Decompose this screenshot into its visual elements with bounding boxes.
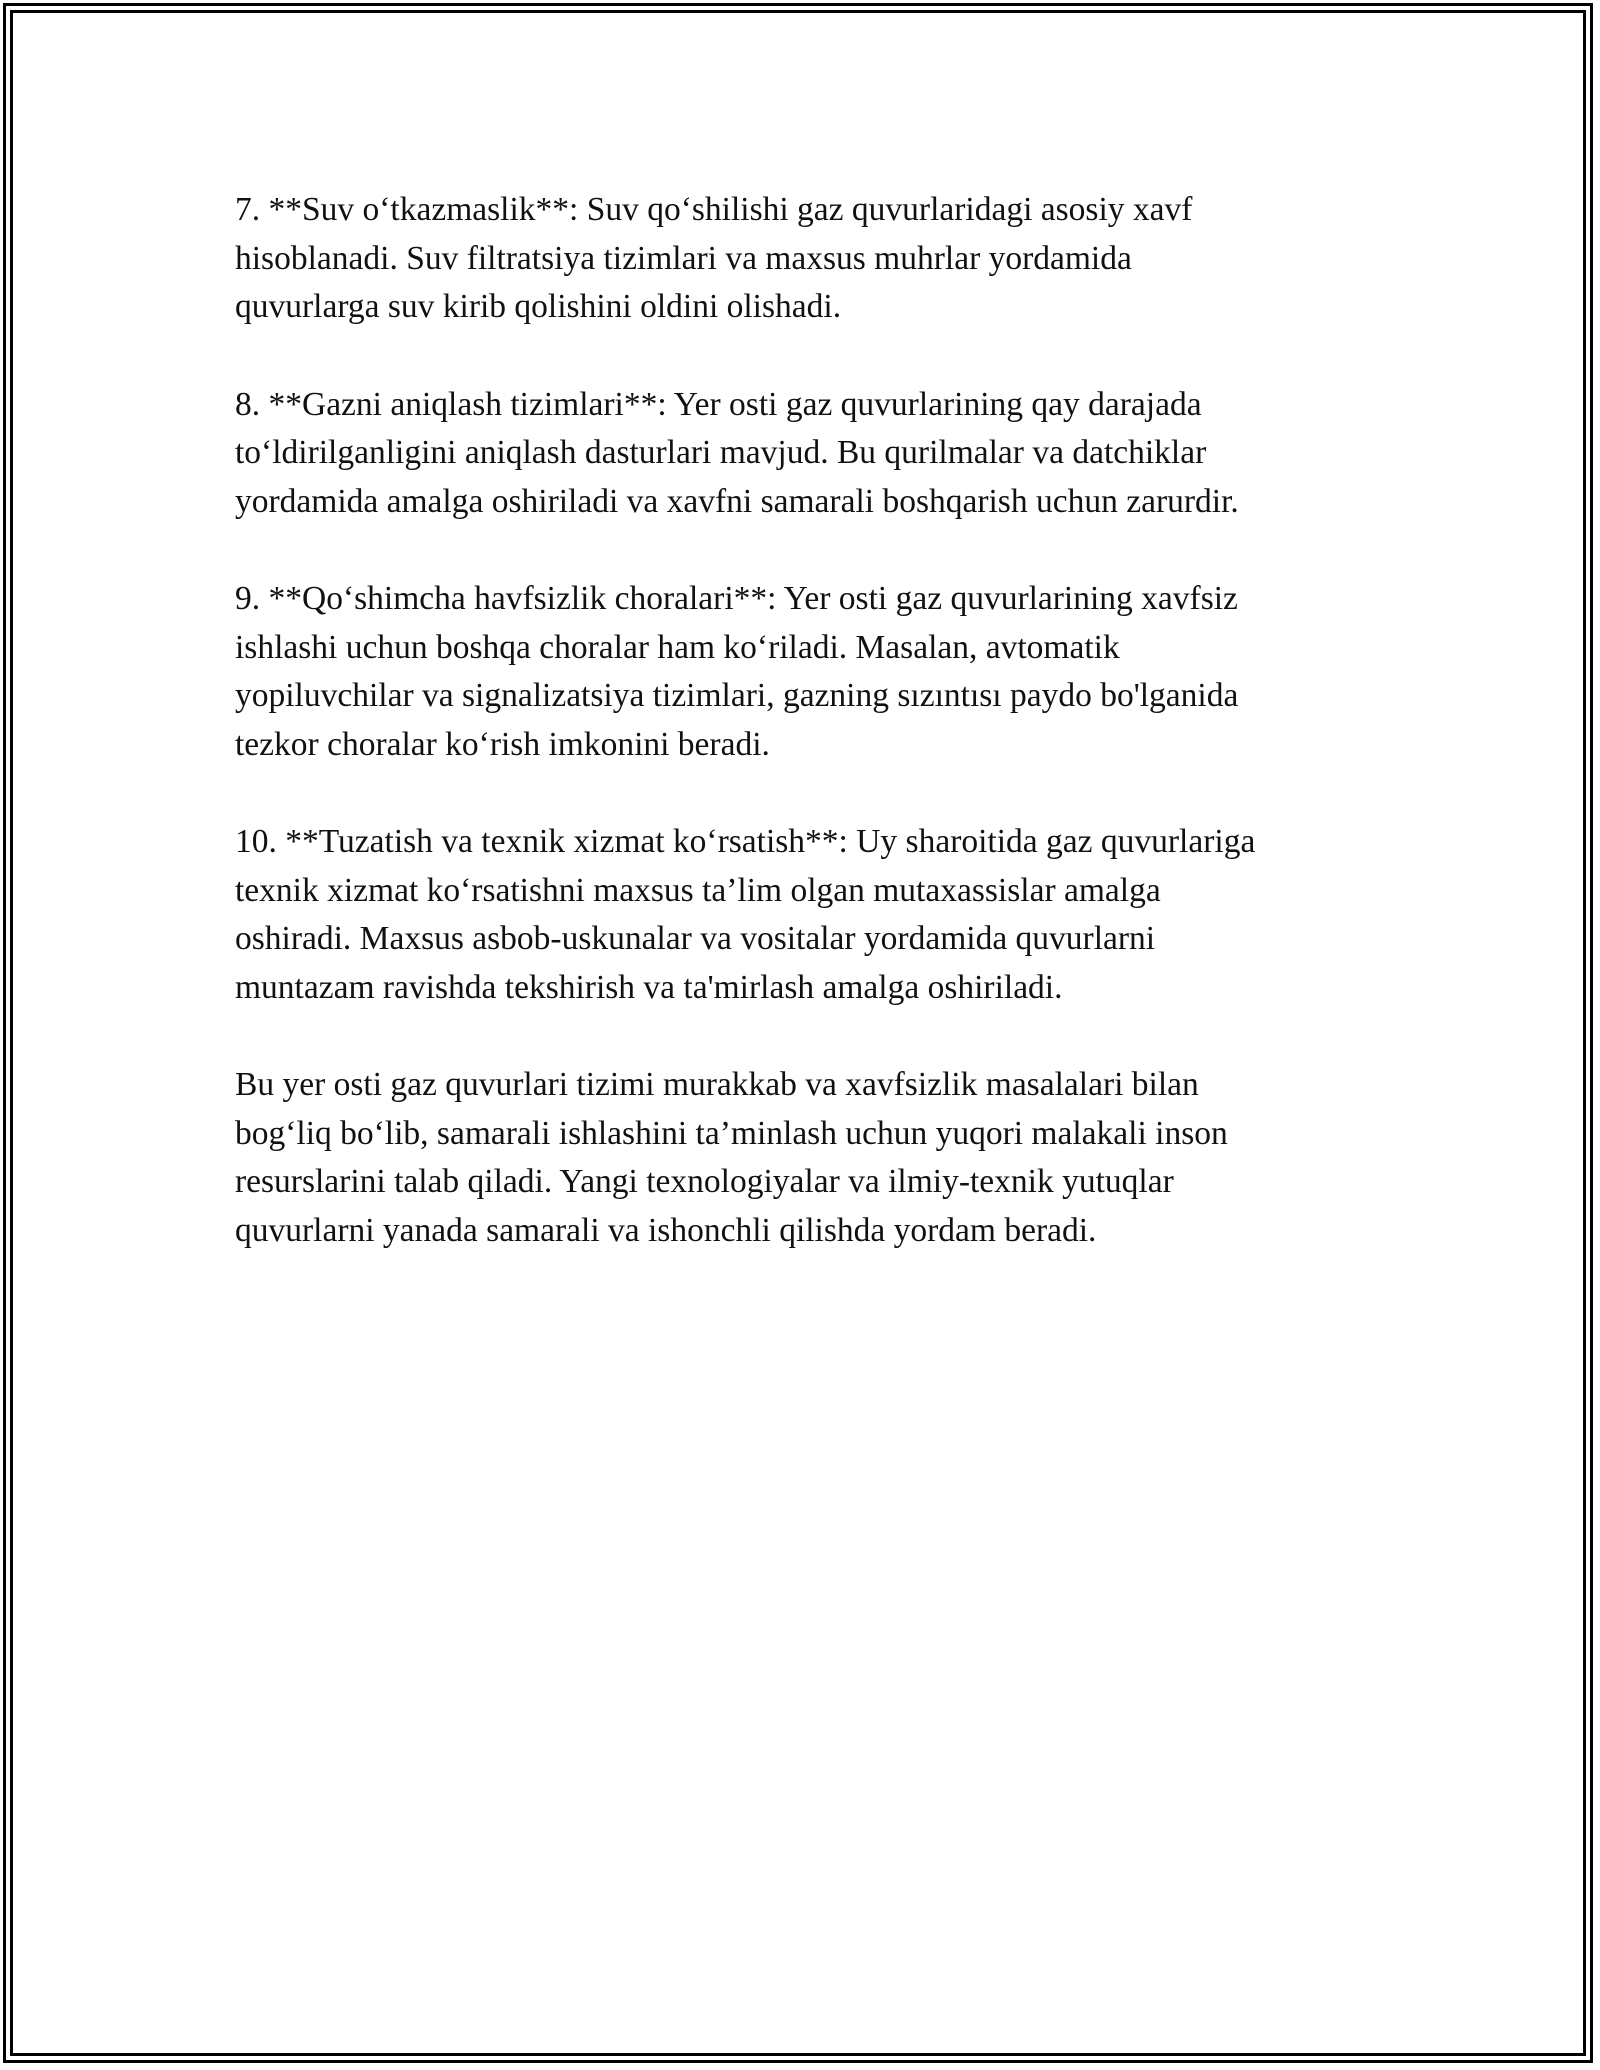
paragraph-item-9: 9. **Qo‘shimcha havfsizlik choralari**: Yer osti gaz quvurlarining xavfsiz ishlashi uchun boshqa choralar ham ko‘riladi. Masalan, avtomatik yopiluvchilar va signalizatsiya tizimlari, gazning sızıntısı paydo bo'lganida tezkor choralar ko‘rish imkonini beradi. <box>235 580 1239 763</box>
document-body <box>235 186 1365 1304</box>
paragraph-item-8: 8. **Gazni aniqlash tizimlari**: Yer osti gaz quvurlarining qay darajada to‘ldirilganligini aniqlash dasturlari mavjud. Bu qurilmalar va datchiklar yordamida amalga oshiriladi va xavfni samarali boshqarish uchun zarurdir. <box>235 385 1239 520</box>
paragraph-item-10: 10. **Tuzatish va texnik xizmat ko‘rsatish**: Uy sharoitida gaz quvurlariga texnik xizmat ko‘rsatishni maxsus ta’lim olgan mutaxassislar amalga oshiradi. Maxsus asbob-uskunalar va vositalar yordamida quvurlarni muntazam ravishda tekshirish va ta'mirlash amalga oshiriladi. <box>235 823 1256 1006</box>
paragraph-conclusion: Bu yer osti gaz quvurlari tizimi murakkab va xavfsizlik masalalari bilan bog‘liq bo‘lib, samarali ishlashini ta’minlash uchun yuqori malakali inson resurslarini talab qiladi. Yangi texnologiyalar va ilmiy-texnik yutuqlar quvurlarni yanada samarali va ishonchli qilishda yordam beradi. <box>235 1066 1228 1249</box>
paragraph-item-7: 7. **Suv o‘tkazmaslik**: Suv qo‘shilishi gaz quvurlaridagi asosiy xavf hisoblanadi. Suv filtratsiya tizimlari va maxsus muhrlar yordamida quvurlarga suv kirib qolishini oldini olishadi. <box>235 191 1193 325</box>
